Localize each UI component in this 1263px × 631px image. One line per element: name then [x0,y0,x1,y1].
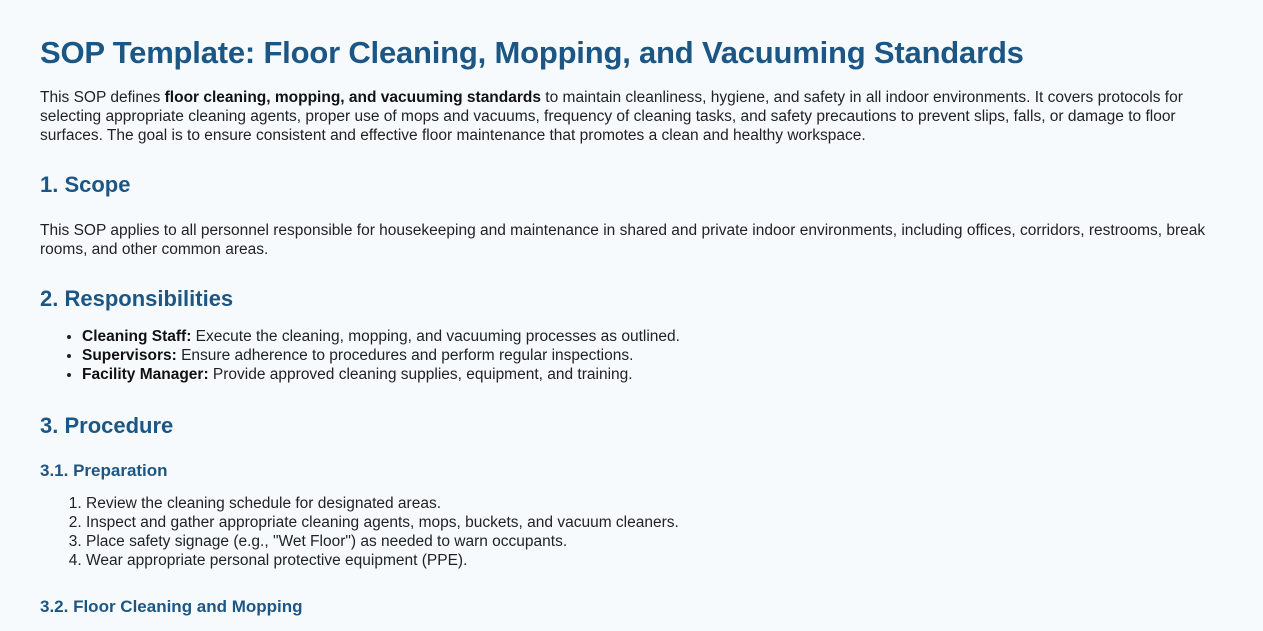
list-item [82,347,1223,365]
intro-emphasis: floor cleaning, mopping, and vacuuming standards [164,89,541,107]
list-item: 4. Wear appropriate personal protective equipment (PPE). [86,552,1223,570]
section-heading-scope: 1. Scope [40,171,131,197]
list-item: 2. Inspect and gather appropriate cleaning agents, mops, buckets, and vacuum cleaners. [86,514,1223,532]
list-item [82,366,1223,384]
section-heading-responsibilities: 2. Responsibilities [40,285,234,311]
preparation-steps-list [40,495,1223,571]
responsibility-text: Ensure adherence to procedures and perform regular inspections. [176,347,634,364]
responsibility-role: Supervisors: [82,347,177,364]
intro-text-before: This SOP defines [40,89,165,107]
responsibility-role: Cleaning Staff: [82,327,192,345]
responsibility-text: Execute the cleaning, mopping, and vacuuming processes as outlined. [191,327,680,345]
subsection-heading-preparation: 3.1. Preparation [40,460,168,480]
intro-text-after: to maintain cleanliness, hygiene, and safety in all indoor environments. It covers protocols for selecting appropriate cleaning agents, proper use of mops and vacuums, frequency of cleaning tasks, and safety precautions to prevent slips, falls, or damage to floor surfaces. The goal is to ensure consistent and effective floor maintenance that promotes a clean and healthy workspace. [40,89,1183,144]
page-title: SOP Template: Floor Cleaning, Mopping, and Vacuuming Standards [40,35,1024,70]
responsibilities-list [40,328,1223,385]
section-heading-procedure: 3. Procedure [40,412,174,438]
list-item: 1. Review the cleaning schedule for designated areas. [86,495,1223,513]
list-item: 3. Place safety signage (e.g., "Wet Floor") as needed to warn occupants. [86,533,1223,551]
subsection-heading-floor-cleaning-and-mopping: 3.2. Floor Cleaning and Mopping [40,596,303,616]
scope-paragraph: This SOP applies to all personnel responsible for housekeeping and maintenance in shared and private indoor environments, including offices, corridors, restrooms, break rooms, and other common areas. [40,221,1206,258]
intro-paragraph [40,89,1223,146]
responsibility-text: Provide approved cleaning supplies, equipment, and training. [208,366,633,384]
list-item [82,328,1223,346]
responsibility-role: Facility Manager: [82,366,209,384]
